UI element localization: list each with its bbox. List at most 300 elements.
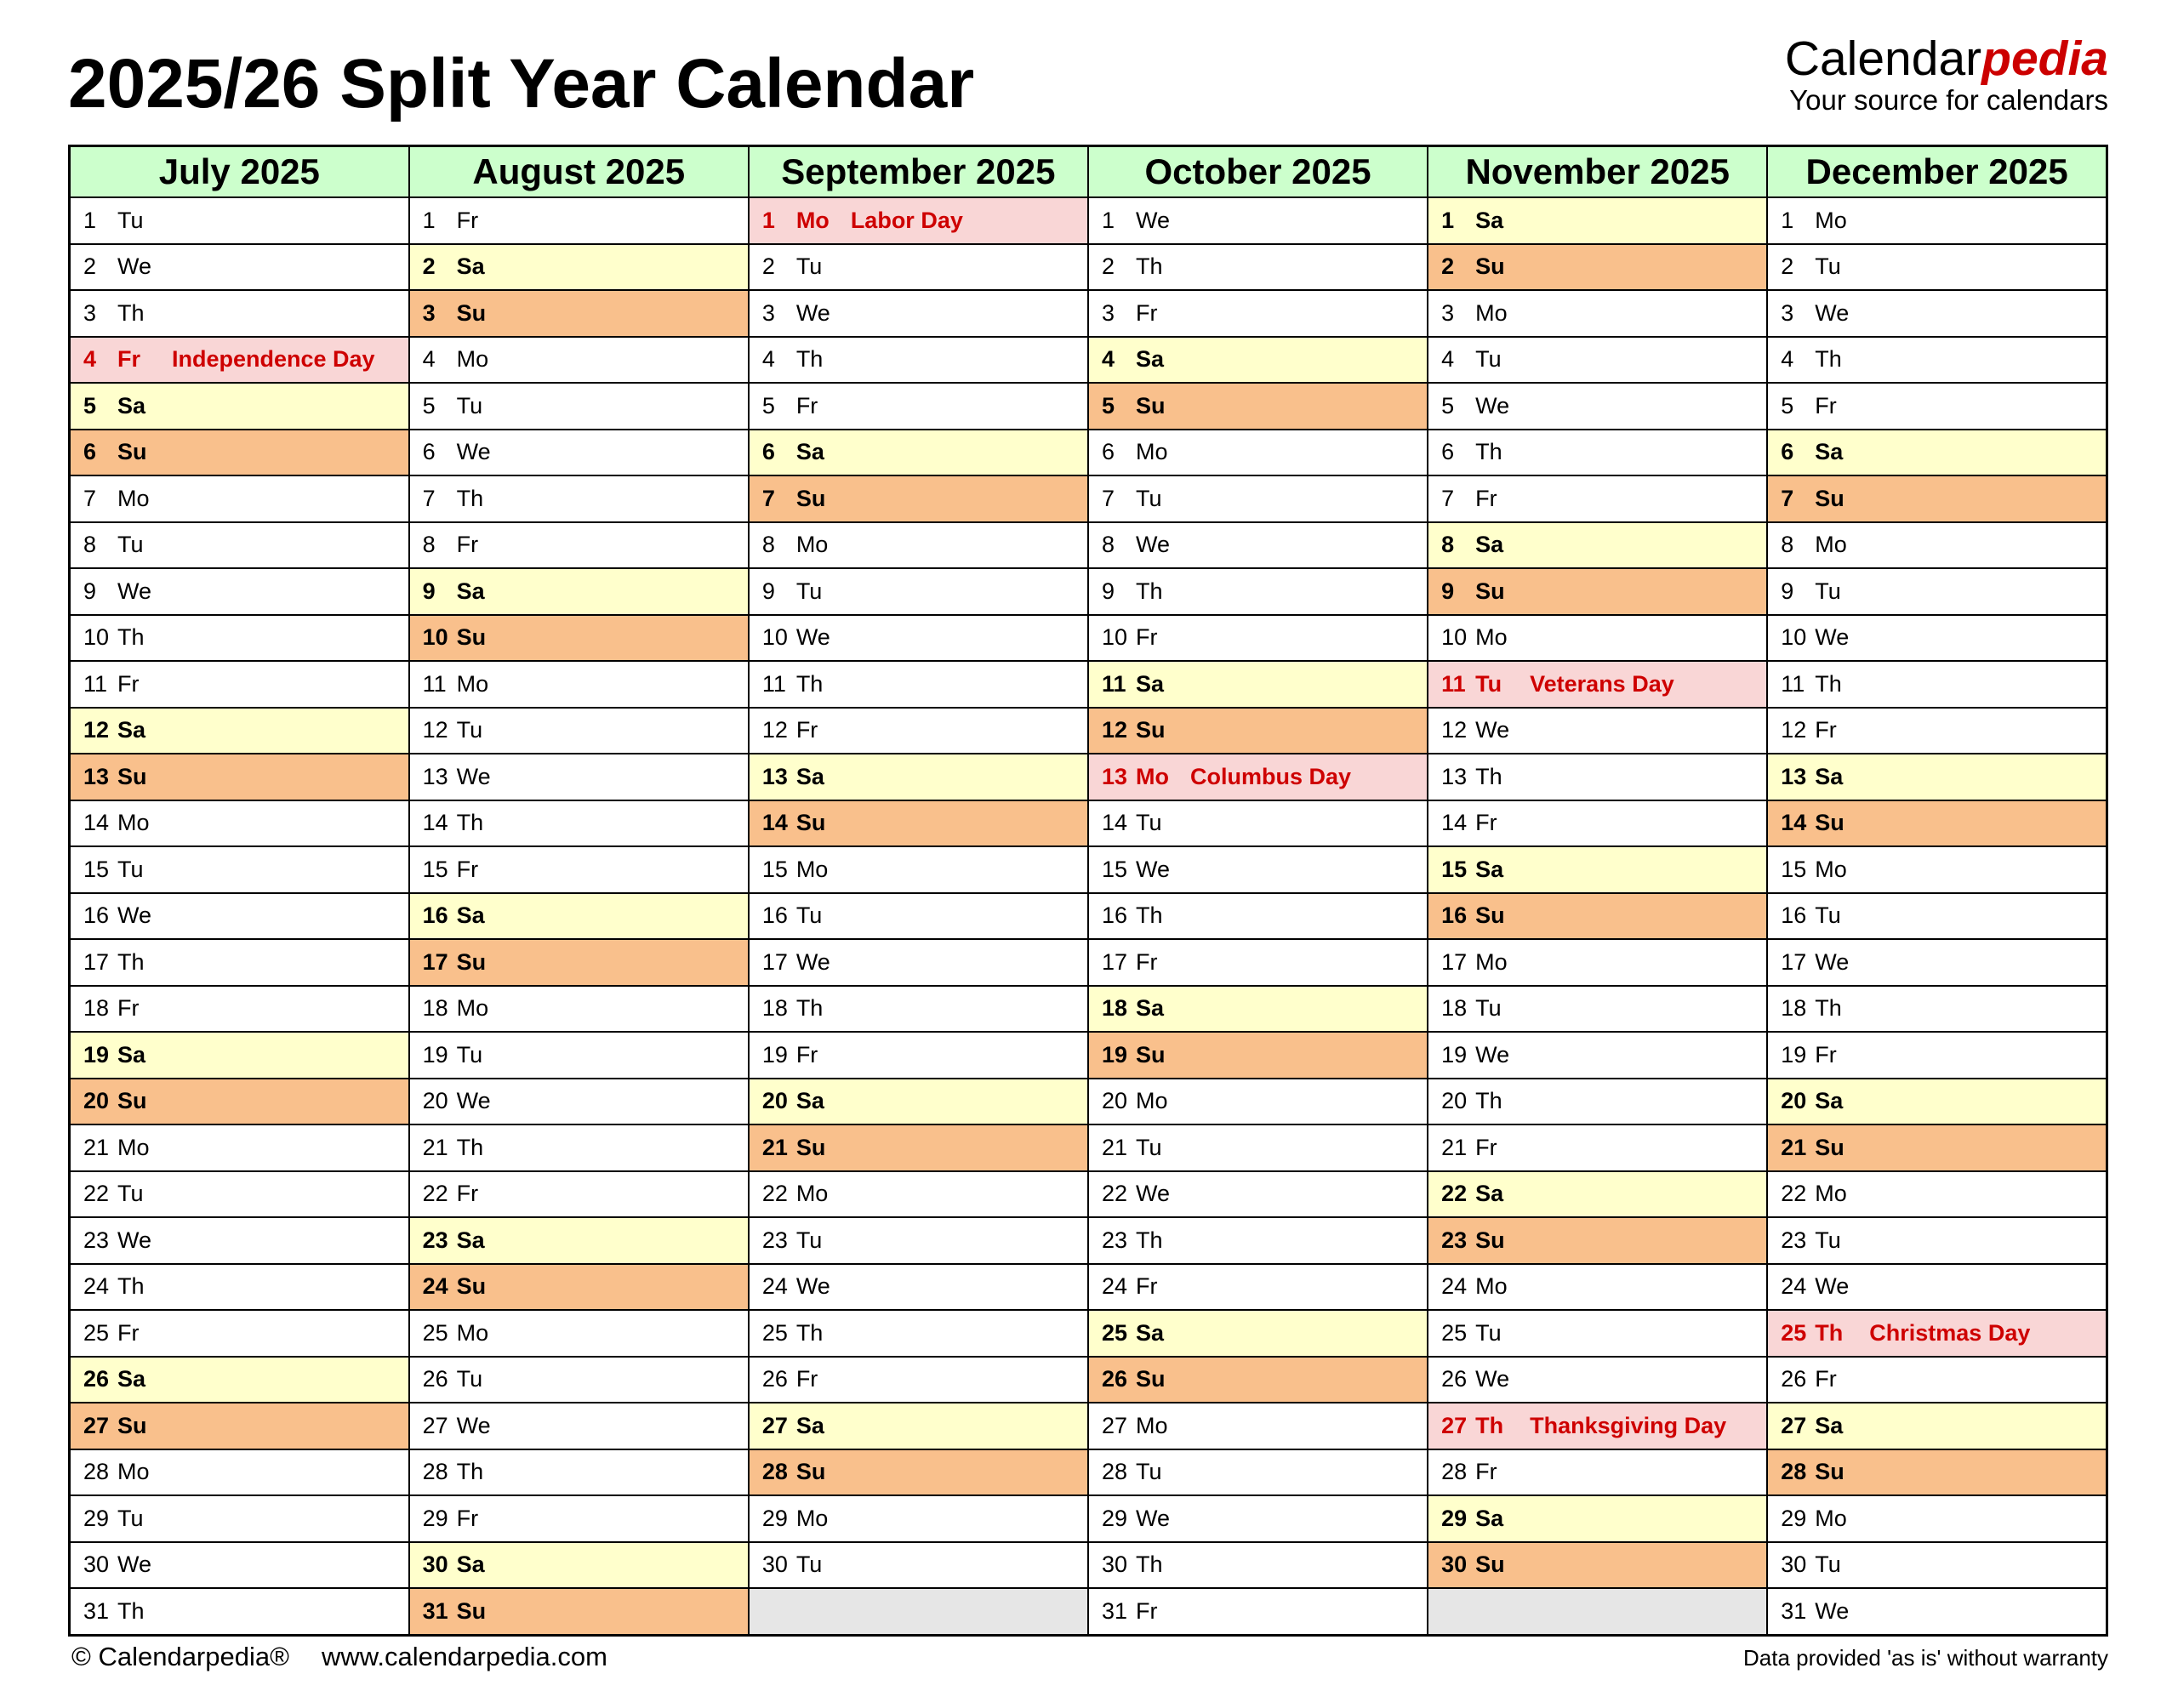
day-cell	[70, 197, 409, 244]
calendar-row-24	[70, 1264, 2107, 1311]
logo-wordmark	[1784, 31, 2108, 86]
day-number: 12	[1781, 717, 1807, 743]
day-weekday: We	[1475, 392, 1510, 418]
day-cell	[1428, 754, 1767, 800]
day-weekday: Tu	[795, 253, 823, 280]
calendar-row-25	[70, 1310, 2107, 1357]
day-cell	[749, 568, 1088, 615]
day-cell	[1088, 430, 1428, 476]
day-weekday: Fr	[1135, 299, 1158, 326]
day-weekday: We	[1815, 1597, 1850, 1624]
day-weekday: Mo	[795, 1181, 829, 1207]
day-cell	[409, 708, 749, 754]
day-number: 18	[761, 995, 788, 1022]
day-cell	[749, 893, 1088, 940]
day-number: 14	[1441, 810, 1468, 836]
day-number: 14	[83, 810, 110, 836]
day-weekday: We	[1135, 532, 1170, 558]
calendar-row-11	[70, 661, 2107, 708]
day-cell	[1767, 661, 2107, 708]
day-number: 10	[422, 624, 448, 651]
day-number: 24	[1101, 1273, 1128, 1300]
day-weekday: Mo	[1815, 856, 1847, 882]
day-weekday: Th	[117, 624, 145, 651]
day-number: 24	[422, 1273, 448, 1300]
day-number: 23	[1101, 1227, 1128, 1253]
day-cell	[749, 986, 1088, 1033]
day-number: 19	[83, 1041, 110, 1068]
day-cell	[1088, 1032, 1428, 1079]
day-number: 17	[1441, 948, 1468, 975]
day-weekday: Su	[1475, 578, 1505, 604]
day-cell	[1767, 1124, 2107, 1171]
day-weekday: We	[1135, 207, 1170, 233]
day-cell	[70, 1171, 409, 1218]
day-weekday: Fr	[1135, 1597, 1158, 1624]
calendar-row-22	[70, 1171, 2107, 1218]
day-cell	[1088, 1124, 1428, 1171]
day-number: 4	[761, 346, 775, 373]
footer-disclaimer: Data provided 'as is' without warranty	[1742, 1645, 2108, 1671]
day-weekday: We	[117, 1551, 152, 1578]
day-weekday: Tu	[1135, 1134, 1162, 1160]
day-weekday: Mo	[1135, 1088, 1168, 1114]
day-number: 25	[761, 1319, 788, 1346]
day-weekday: Sa	[456, 578, 485, 604]
day-weekday: Th	[1135, 578, 1163, 604]
day-cell	[70, 893, 409, 940]
day-number: 13	[422, 763, 448, 789]
day-number: 1	[761, 207, 775, 233]
day-number: 26	[761, 1366, 788, 1392]
footer-website: www.calendarpedia.com	[321, 1642, 607, 1671]
day-weekday: Fr	[1135, 1273, 1158, 1300]
day-number: 27	[761, 1412, 788, 1438]
day-weekday: Su	[795, 1134, 826, 1160]
day-cell	[409, 1403, 749, 1449]
day-number: 14	[1101, 810, 1128, 836]
day-cell	[1428, 1403, 1767, 1449]
day-number: 12	[761, 717, 788, 743]
day-number: 15	[1781, 856, 1807, 882]
calendar-row-30	[70, 1542, 2107, 1589]
day-cell	[409, 1032, 749, 1079]
day-number: 9	[1101, 578, 1115, 604]
day-weekday: Mo	[1815, 1505, 1847, 1531]
day-weekday: Fr	[795, 392, 818, 418]
day-number: 4	[83, 346, 97, 373]
day-cell	[749, 522, 1088, 569]
calendar-row-19	[70, 1032, 2107, 1079]
day-number: 20	[422, 1088, 448, 1114]
day-weekday: Sa	[795, 763, 824, 789]
day-number: 10	[761, 624, 788, 651]
day-weekday: Su	[1475, 1551, 1505, 1578]
day-weekday: Tu	[1135, 1459, 1162, 1485]
day-number: 4	[1101, 346, 1115, 373]
day-cell	[70, 1449, 409, 1496]
day-weekday: Mo	[1475, 948, 1508, 975]
day-cell	[1767, 615, 2107, 662]
day-weekday: Su	[1815, 810, 1844, 836]
month-header-november-2025: November 2025	[1428, 146, 1767, 198]
day-weekday: Th	[1475, 1088, 1502, 1114]
day-weekday: Su	[1815, 1134, 1844, 1160]
day-cell	[70, 1357, 409, 1403]
logo-text-red: pedia	[1981, 31, 2108, 86]
day-cell	[1428, 800, 1767, 847]
day-weekday: We	[1815, 1273, 1850, 1300]
day-cell	[70, 1264, 409, 1311]
day-number: 25	[83, 1319, 110, 1346]
day-weekday: Sa	[117, 1366, 146, 1392]
day-weekday: Fr	[456, 532, 479, 558]
day-number: 28	[422, 1459, 448, 1485]
day-weekday: We	[117, 1227, 152, 1253]
day-cell	[1767, 430, 2107, 476]
day-cell	[70, 1588, 409, 1635]
day-number: 1	[83, 207, 97, 233]
day-number: 25	[1101, 1319, 1128, 1346]
day-cell	[1767, 893, 2107, 940]
day-cell	[409, 1124, 749, 1171]
day-cell	[1428, 1171, 1767, 1218]
day-number: 29	[761, 1505, 788, 1531]
day-cell	[409, 337, 749, 384]
day-cell	[1428, 986, 1767, 1033]
day-number: 17	[83, 948, 110, 975]
day-weekday: Su	[1135, 1041, 1166, 1068]
day-cell	[409, 1357, 749, 1403]
day-number: 7	[1441, 485, 1455, 511]
day-weekday: We	[1135, 856, 1170, 882]
day-weekday: Tu	[456, 717, 483, 743]
day-number: 9	[761, 578, 775, 604]
day-number: 29	[1441, 1505, 1468, 1531]
day-number: 28	[1101, 1459, 1128, 1485]
day-number: 29	[1101, 1505, 1128, 1531]
day-cell	[1767, 1588, 2107, 1635]
day-weekday: We	[456, 1412, 491, 1438]
day-cell	[1428, 1495, 1767, 1542]
day-weekday: Tu	[117, 1505, 144, 1531]
holiday-label: Veterans Day	[1530, 670, 1674, 697]
calendar-row-27	[70, 1403, 2107, 1449]
day-cell	[1428, 1124, 1767, 1171]
day-cell	[1428, 337, 1767, 384]
day-cell	[70, 661, 409, 708]
day-weekday: Tu	[1135, 810, 1162, 836]
day-number: 8	[83, 532, 97, 558]
day-weekday: Tu	[1475, 346, 1502, 373]
day-weekday: Th	[1135, 1227, 1163, 1253]
calendar-row-14	[70, 800, 2107, 847]
day-cell	[1428, 522, 1767, 569]
calendar-row-12	[70, 708, 2107, 754]
day-number: 12	[83, 717, 110, 743]
day-cell	[1767, 708, 2107, 754]
day-cell	[1767, 1264, 2107, 1311]
day-cell	[409, 1079, 749, 1125]
day-number: 21	[422, 1134, 448, 1160]
day-cell	[1428, 1264, 1767, 1311]
day-number: 23	[422, 1227, 448, 1253]
day-cell	[749, 1264, 1088, 1311]
day-weekday: Th	[1815, 346, 1842, 373]
day-weekday: Fr	[456, 856, 479, 882]
day-weekday: We	[1815, 948, 1850, 975]
day-number: 12	[422, 717, 448, 743]
day-weekday: We	[795, 299, 830, 326]
calendar-row-6	[70, 430, 2107, 476]
day-number: 12	[1101, 717, 1128, 743]
logo-tagline: Your source for calendars	[1789, 84, 2108, 117]
day-weekday: Mo	[456, 1319, 489, 1346]
day-weekday: We	[1815, 624, 1850, 651]
day-number: 22	[761, 1181, 788, 1207]
day-weekday: We	[1815, 299, 1850, 326]
day-weekday: Fr	[1475, 1134, 1497, 1160]
day-cell	[749, 290, 1088, 337]
day-cell	[749, 1495, 1088, 1542]
day-cell	[1088, 939, 1428, 986]
holiday-label: Thanksgiving Day	[1530, 1412, 1727, 1438]
day-number: 11	[1441, 670, 1466, 697]
day-number: 19	[761, 1041, 788, 1068]
split-year-calendar-table	[68, 145, 2108, 1637]
day-number: 1	[1781, 207, 1794, 233]
day-cell	[1428, 244, 1767, 291]
day-cell	[70, 1542, 409, 1589]
day-cell	[1428, 615, 1767, 662]
day-number: 19	[1441, 1041, 1468, 1068]
day-weekday: We	[1475, 717, 1510, 743]
day-weekday: Su	[456, 624, 487, 651]
day-cell	[1428, 1542, 1767, 1589]
day-number: 2	[83, 253, 97, 280]
day-cell	[1767, 383, 2107, 430]
day-cell	[409, 986, 749, 1033]
day-number: 19	[1781, 1041, 1807, 1068]
day-weekday: Su	[456, 948, 487, 975]
day-weekday: Th	[117, 948, 145, 975]
holiday-label: Christmas Day	[1869, 1319, 2031, 1346]
day-weekday: Fr	[1135, 948, 1158, 975]
day-weekday: Sa	[795, 1412, 824, 1438]
holiday-label: Independence Day	[172, 346, 375, 373]
day-weekday: Sa	[117, 1041, 146, 1068]
day-number: 25	[422, 1319, 448, 1346]
day-number: 31	[1101, 1597, 1128, 1624]
day-weekday: Sa	[456, 1227, 485, 1253]
day-number: 28	[761, 1459, 788, 1485]
day-number: 27	[83, 1412, 110, 1438]
day-number: 6	[1101, 439, 1115, 465]
calendar-row-3	[70, 290, 2107, 337]
day-weekday: Th	[1815, 1319, 1844, 1346]
day-weekday: We	[1135, 1505, 1170, 1531]
day-number: 15	[1441, 856, 1468, 882]
day-weekday: Th	[117, 1597, 145, 1624]
day-weekday: Su	[1135, 392, 1166, 418]
day-weekday: Sa	[1815, 1088, 1844, 1114]
day-weekday: Mo	[117, 1134, 150, 1160]
day-number: 25	[1441, 1319, 1468, 1346]
day-weekday: Mo	[795, 856, 829, 882]
day-cell	[1767, 337, 2107, 384]
day-weekday: We	[456, 1088, 491, 1114]
day-cell	[1767, 1449, 2107, 1496]
day-cell	[409, 522, 749, 569]
day-number: 31	[1781, 1597, 1807, 1624]
day-weekday: Su	[1475, 253, 1505, 280]
day-number: 11	[422, 670, 447, 697]
day-cell	[749, 846, 1088, 893]
day-number: 9	[1441, 578, 1455, 604]
day-cell	[70, 939, 409, 986]
day-number: 6	[1781, 439, 1794, 465]
day-cell	[749, 383, 1088, 430]
day-cell	[70, 1217, 409, 1264]
day-number: 31	[422, 1597, 448, 1624]
day-weekday: Su	[117, 1412, 147, 1438]
day-weekday: Su	[1815, 1459, 1844, 1485]
day-number: 7	[422, 485, 436, 511]
day-number: 23	[761, 1227, 788, 1253]
day-number: 15	[761, 856, 788, 882]
day-cell	[1428, 661, 1767, 708]
day-cell	[1088, 846, 1428, 893]
day-number: 7	[761, 485, 775, 511]
day-cell	[749, 1079, 1088, 1125]
day-number: 10	[83, 624, 110, 651]
day-cell	[1428, 846, 1767, 893]
day-weekday: Sa	[1135, 346, 1164, 373]
day-weekday: Fr	[456, 1505, 479, 1531]
month-header-july-2025: July 2025	[70, 146, 409, 198]
day-cell	[409, 1310, 749, 1357]
day-number: 17	[761, 948, 788, 975]
day-number: 27	[1101, 1412, 1128, 1438]
day-weekday: We	[795, 948, 830, 975]
day-weekday: Th	[795, 346, 824, 373]
day-weekday: Fr	[1815, 1041, 1837, 1068]
day-number: 21	[83, 1134, 110, 1160]
day-weekday: Su	[117, 439, 147, 465]
day-cell	[70, 1403, 409, 1449]
day-cell	[1088, 244, 1428, 291]
day-weekday: Th	[1135, 1551, 1163, 1578]
day-number: 3	[1441, 299, 1455, 326]
day-number: 3	[422, 299, 436, 326]
day-cell	[1088, 893, 1428, 940]
calendar-row-21	[70, 1124, 2107, 1171]
day-number: 24	[83, 1273, 110, 1300]
day-weekday: Mo	[117, 485, 150, 511]
day-weekday: Tu	[1815, 253, 1841, 280]
day-number: 5	[1101, 392, 1115, 418]
day-weekday: Th	[1475, 439, 1502, 465]
day-number: 23	[1441, 1227, 1468, 1253]
calendar-row-5	[70, 383, 2107, 430]
day-number: 28	[1441, 1459, 1468, 1485]
day-weekday: Su	[1135, 717, 1166, 743]
day-weekday: Fr	[117, 670, 140, 697]
day-number: 8	[761, 532, 775, 558]
calendar-row-18	[70, 986, 2107, 1033]
day-number: 8	[422, 532, 436, 558]
day-weekday: Fr	[1815, 717, 1837, 743]
day-cell	[1767, 1542, 2107, 1589]
day-cell	[1088, 1264, 1428, 1311]
day-weekday: Mo	[1135, 1412, 1168, 1438]
day-number: 5	[1781, 392, 1794, 418]
day-cell	[749, 197, 1088, 244]
day-cell	[70, 244, 409, 291]
day-number: 9	[422, 578, 436, 604]
day-number: 27	[1441, 1412, 1468, 1438]
calendar-row-29	[70, 1495, 2107, 1542]
day-cell	[1088, 1217, 1428, 1264]
day-weekday: Sa	[1475, 1505, 1504, 1531]
day-weekday: Su	[795, 810, 826, 836]
calendar-row-31	[70, 1588, 2107, 1635]
calendar-row-28	[70, 1449, 2107, 1496]
day-number: 22	[422, 1181, 448, 1207]
day-cell	[1088, 1495, 1428, 1542]
day-number: 2	[1101, 253, 1115, 280]
day-cell	[409, 475, 749, 522]
day-number: 17	[1781, 948, 1807, 975]
day-weekday: Sa	[1475, 856, 1504, 882]
day-cell	[1767, 1310, 2107, 1357]
day-weekday: Tu	[1475, 995, 1502, 1022]
day-cell	[1767, 754, 2107, 800]
day-number: 10	[1441, 624, 1468, 651]
day-weekday: Tu	[1815, 1551, 1841, 1578]
day-cell	[1088, 986, 1428, 1033]
day-weekday: Th	[456, 1459, 484, 1485]
calendar-row-1	[70, 197, 2107, 244]
day-weekday: We	[456, 439, 491, 465]
day-number: 2	[422, 253, 436, 280]
day-cell	[409, 800, 749, 847]
day-number: 26	[1441, 1366, 1468, 1392]
day-cell	[1428, 290, 1767, 337]
day-cell	[1767, 1171, 2107, 1218]
day-cell	[1767, 244, 2107, 291]
empty-filler-cell	[749, 1588, 1088, 1635]
day-cell	[1428, 893, 1767, 940]
day-cell	[749, 1310, 1088, 1357]
calendar-row-8	[70, 522, 2107, 569]
day-weekday: Mo	[1475, 1273, 1508, 1300]
day-cell	[70, 475, 409, 522]
day-cell	[70, 383, 409, 430]
day-cell	[1428, 708, 1767, 754]
day-cell	[70, 1079, 409, 1125]
day-cell	[1088, 568, 1428, 615]
day-number: 5	[422, 392, 436, 418]
day-weekday: Th	[1475, 1412, 1504, 1438]
day-weekday: Tu	[1135, 485, 1162, 511]
day-cell	[70, 708, 409, 754]
day-number: 21	[1781, 1134, 1807, 1160]
day-cell	[1428, 1217, 1767, 1264]
day-number: 15	[1101, 856, 1128, 882]
logo-text-black: Calendar	[1784, 31, 1982, 86]
day-number: 9	[83, 578, 97, 604]
